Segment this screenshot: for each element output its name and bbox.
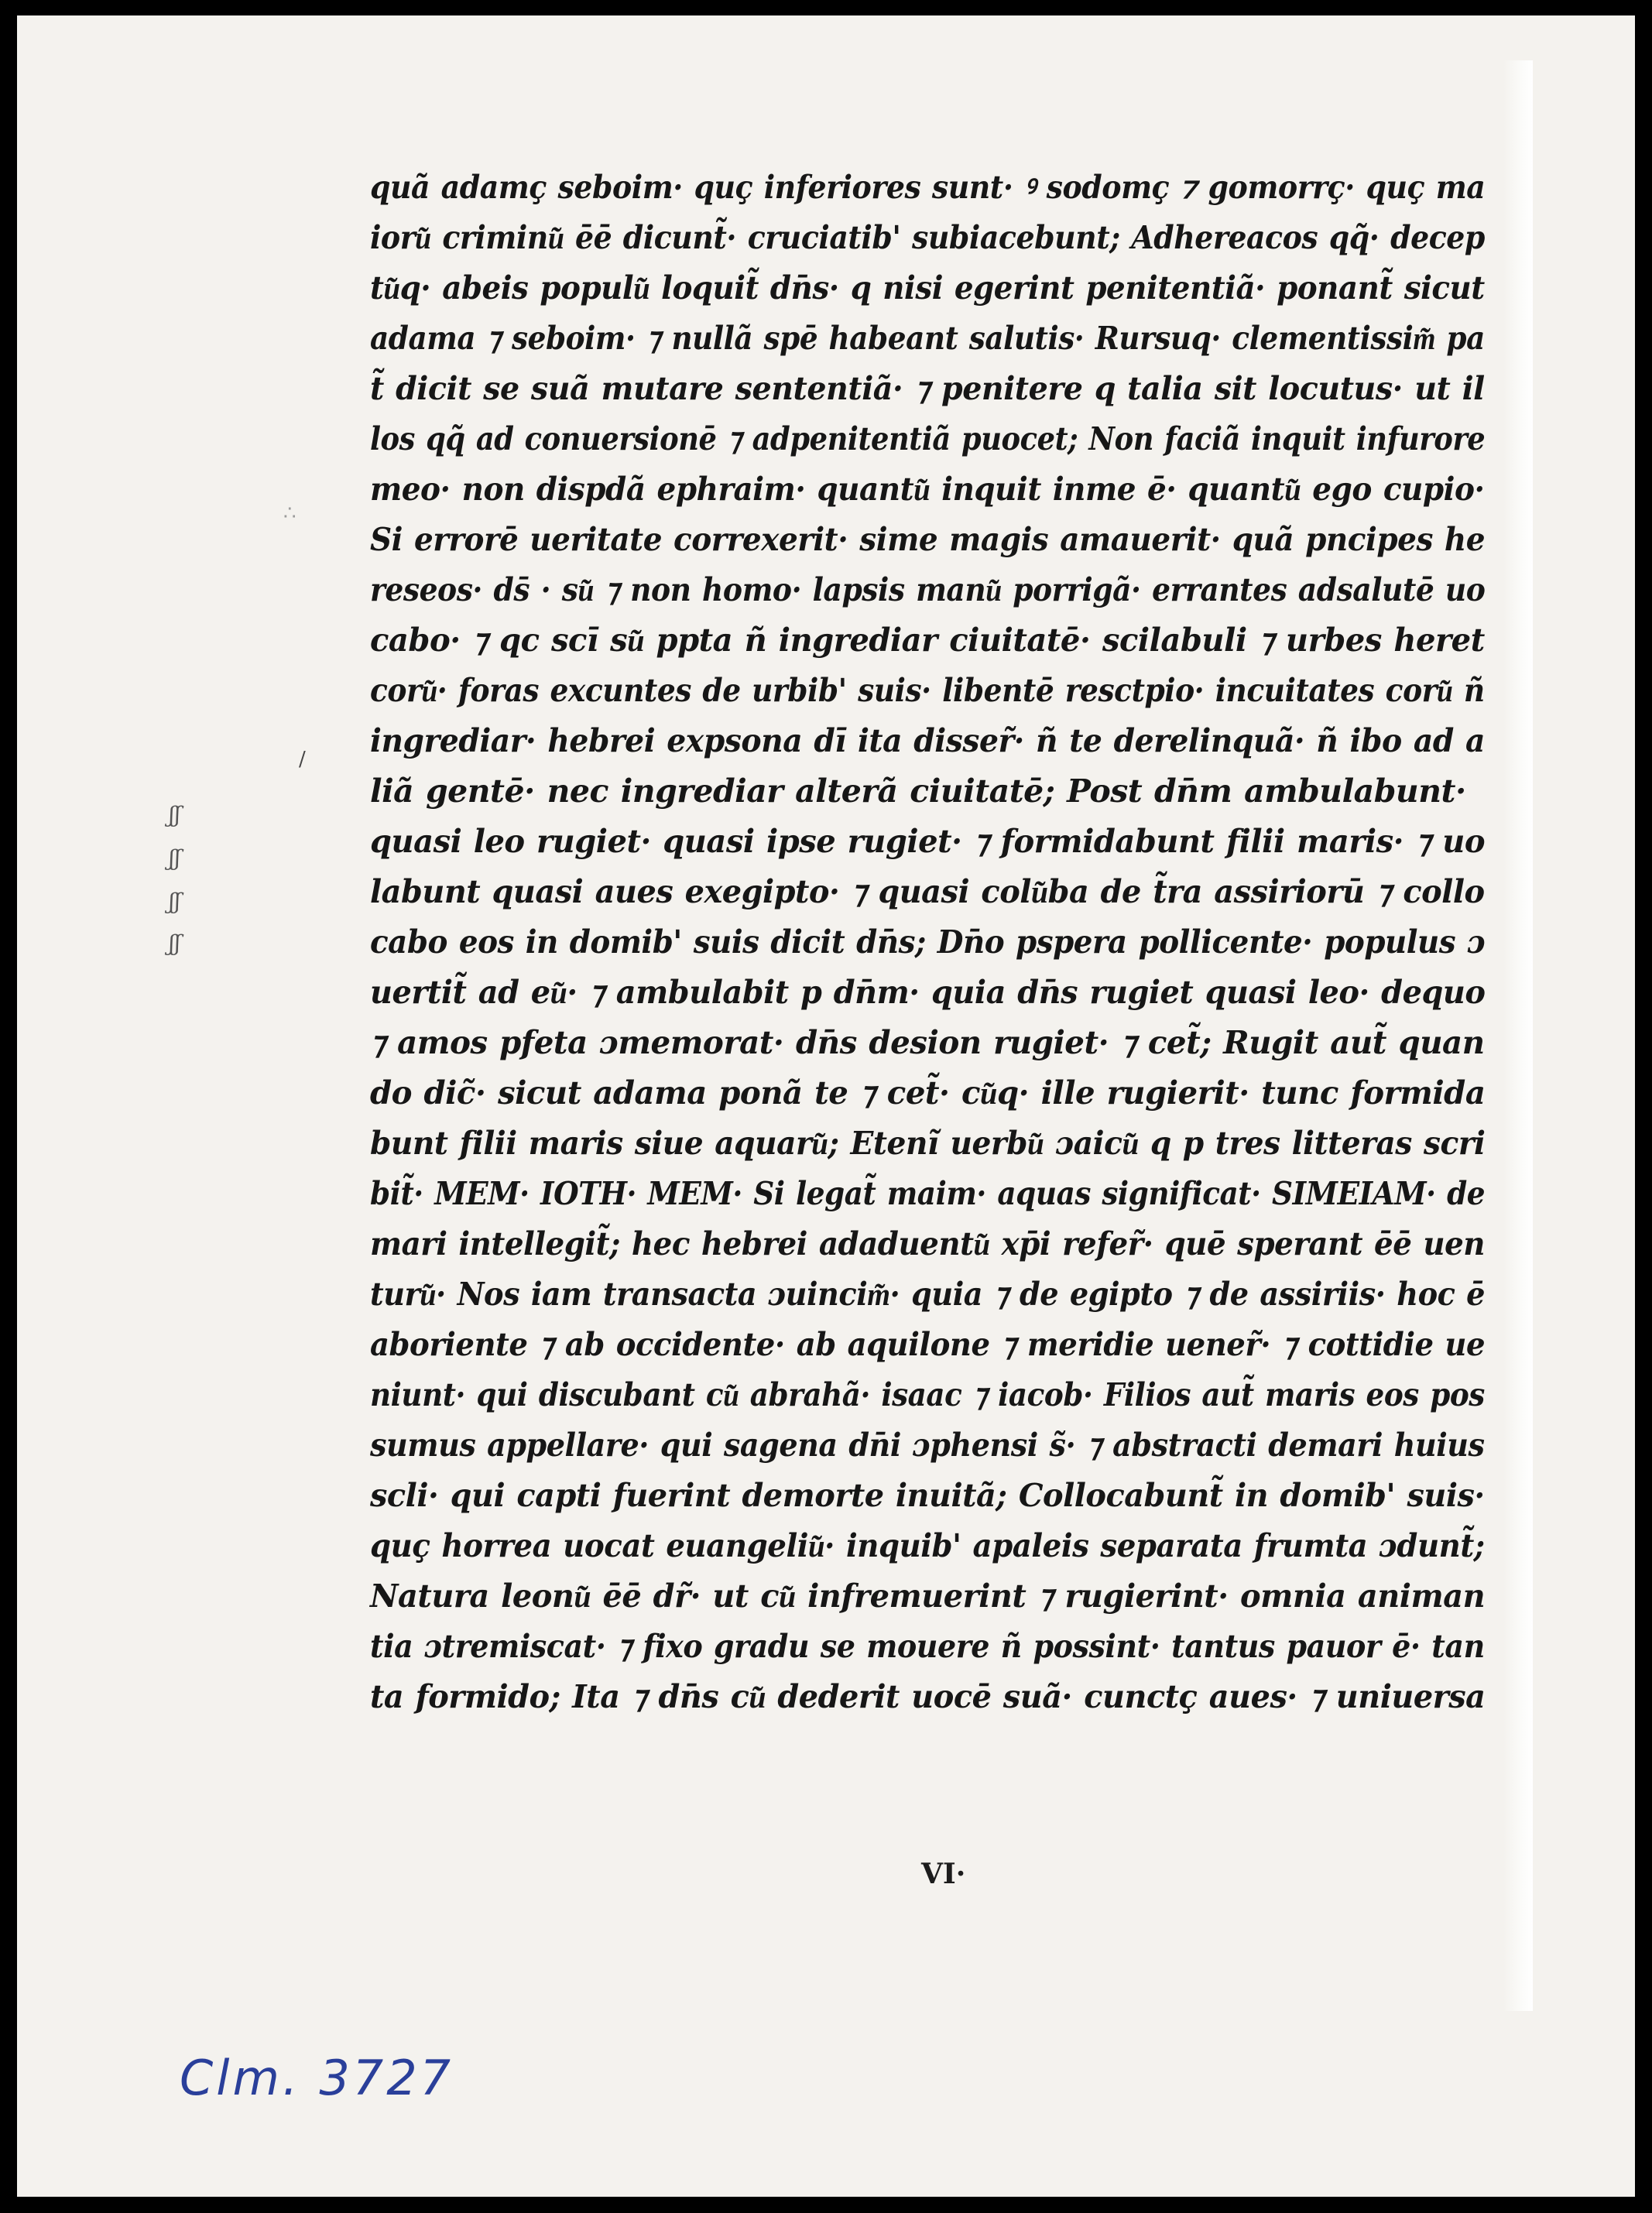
margin-mark: ʃʃ <box>169 930 181 956</box>
manuscript-line: scli· qui capti fuerint demorte inuitã; Collocabunt̃ in domib' suis· <box>370 1477 1485 1514</box>
manuscript-line: quasi leo rugiet· quasi ipse rugiet· ⁊ formidabunt filii maris· ⁊ uo <box>370 823 1486 860</box>
manuscript-line: uertit̃ ad eu͂· ⁊ ambulabit p dn̄m· quia dn̄s rugiet quasi leo· dequo <box>370 974 1486 1011</box>
manuscript-line: labunt quasi aues exegipto· ⁊ quasi colu͂ba de t̃ra assiriorū ⁊ collo <box>370 873 1485 910</box>
manuscript-line: turu͂· Nos iam transacta ɔuincim͂· quia ⁊ de egipto ⁊ de assiriis· hoc ē <box>370 1276 1486 1313</box>
manuscript-line: mari intellegit̃; hec hebrei adaduentu͂ xp̄i refer̃· quē sperant ēē uen <box>370 1225 1486 1262</box>
manuscript-line: ioru͂ criminu͂ ēē dicunt̃· cruciatib' subiacebunt; Adhereacos qq̃· decep <box>370 219 1485 256</box>
manuscript-line: Si errorē ueritate correxerit· sime magis amauerit· quã pncipes he <box>370 521 1486 558</box>
margin-mark: ʃʃ <box>169 845 181 871</box>
margin-mark: ʃʃ <box>169 889 181 914</box>
manuscript-line: bit̃· MEM· IOTH· MEM· Si legat̃ maim· aquas significat· SIMEIAM· de <box>370 1175 1486 1212</box>
manuscript-line: ta formido; Ita ⁊ dn̄s cu͂ dederit uocē suã· cunctç aues· ⁊ uniuersa <box>370 1678 1486 1715</box>
manuscript-line: quã adamç seboim· quç inferiores sunt· ꝰ sodomç ⁊ gomorrç· quç ma <box>370 169 1486 206</box>
manuscript-line: tu͂q· abeis populu͂ loquit̃ dn̄s· q nisi egerint penitentiã· ponant̃ sicut <box>370 269 1485 307</box>
stray-ink-mark: ∴ <box>283 502 296 525</box>
manuscript-line: cabo eos in domib' suis dicit dn̄s; Dn̄o pspera pollicente· populus ɔ <box>370 923 1486 961</box>
manuscript-line: liã gentē· nec ingrediar alterã ciuitatē; Post dn̄m ambulabunt· <box>370 772 1466 810</box>
manuscript-line: adama ⁊ seboim· ⁊ nullã spē habeant salutis· Rursuq· clementissim͂ pa <box>370 320 1485 357</box>
manuscript-line: bunt filii maris siue aquaru͂; Etenĩ uerbu͂ ɔaicu͂ q p tres litteras scri <box>370 1125 1486 1162</box>
photograph-edge <box>1503 60 1533 2011</box>
manuscript-line: tia ɔtremiscat· ⁊ fixo gradu se mouere ñ possint· tantus pauor ē· tan <box>370 1628 1485 1665</box>
margin-mark: ʃʃ <box>169 802 181 827</box>
manuscript-line: cabo· ⁊ qc scī su͂ ppta ñ ingrediar ciuitatē· scilabuli ⁊ urbes heret <box>370 622 1485 659</box>
manuscript-line: niunt· qui discubant cu͂ abrahã· isaac ⁊ iacob· Filios aut̃ maris eos pos <box>370 1376 1485 1413</box>
manuscript-line: ⁊ amos pfeta ɔmemorat· dn̄s desion rugiet· ⁊ cet̃; Rugit aut̃ quan <box>370 1024 1485 1061</box>
manuscript-line: aboriente ⁊ ab occidente· ab aquilone ⁊ meridie uener̃· ⁊ cottidie ue <box>370 1326 1486 1363</box>
manuscript-line: reseos· ds̄ · su͂ ⁊ non homo· lapsis manu͂ porrigã· errantes adsalutē uo <box>370 571 1486 608</box>
manuscript-line: quç horrea uocat euangeliu͂· inquib' apaleis separata frumta ɔdunt̃; <box>370 1527 1485 1564</box>
manuscript-line: do dic̃· sicut adama ponã te ⁊ cet̃· cu͂q· ille rugierit· tunc formida <box>370 1074 1486 1112</box>
manuscript-line: Natura leonu͂ ēē dr̃· ut cu͂ infremuerint ⁊ rugierint· omnia animan <box>370 1578 1486 1615</box>
manuscript-line: t̃ dicit se suã mutare sententiã· ⁊ penitere q talia sit locutus· ut il <box>370 370 1485 407</box>
manuscript-line: ingrediar· hebrei expsona dī ita disser̃· ñ te derelinquã· ñ ibo ad a <box>370 722 1485 759</box>
stray-ink-mark: / <box>299 748 306 771</box>
shelfmark-annotation: Clm. 3727 <box>180 2050 454 2106</box>
folio-number: VI· <box>921 1858 966 1890</box>
manuscript-line: sumus appellare· qui sagena dn̄i ɔphensi s̃· ⁊ abstracti demari huius <box>370 1427 1485 1464</box>
manuscript-line: coru͂· foras excuntes de urbib' suis· libentē resctpio· incuitates coru͂ ñ <box>370 672 1485 709</box>
manuscript-line: los qq̃ ad conuersionē ⁊ adpenitentiã puocet; Non faciã inquit infurore <box>370 420 1486 457</box>
manuscript-line: meo· non dispdã ephraim· quantu͂ inquit inme ē· quantu͂ ego cupio· <box>370 471 1485 508</box>
